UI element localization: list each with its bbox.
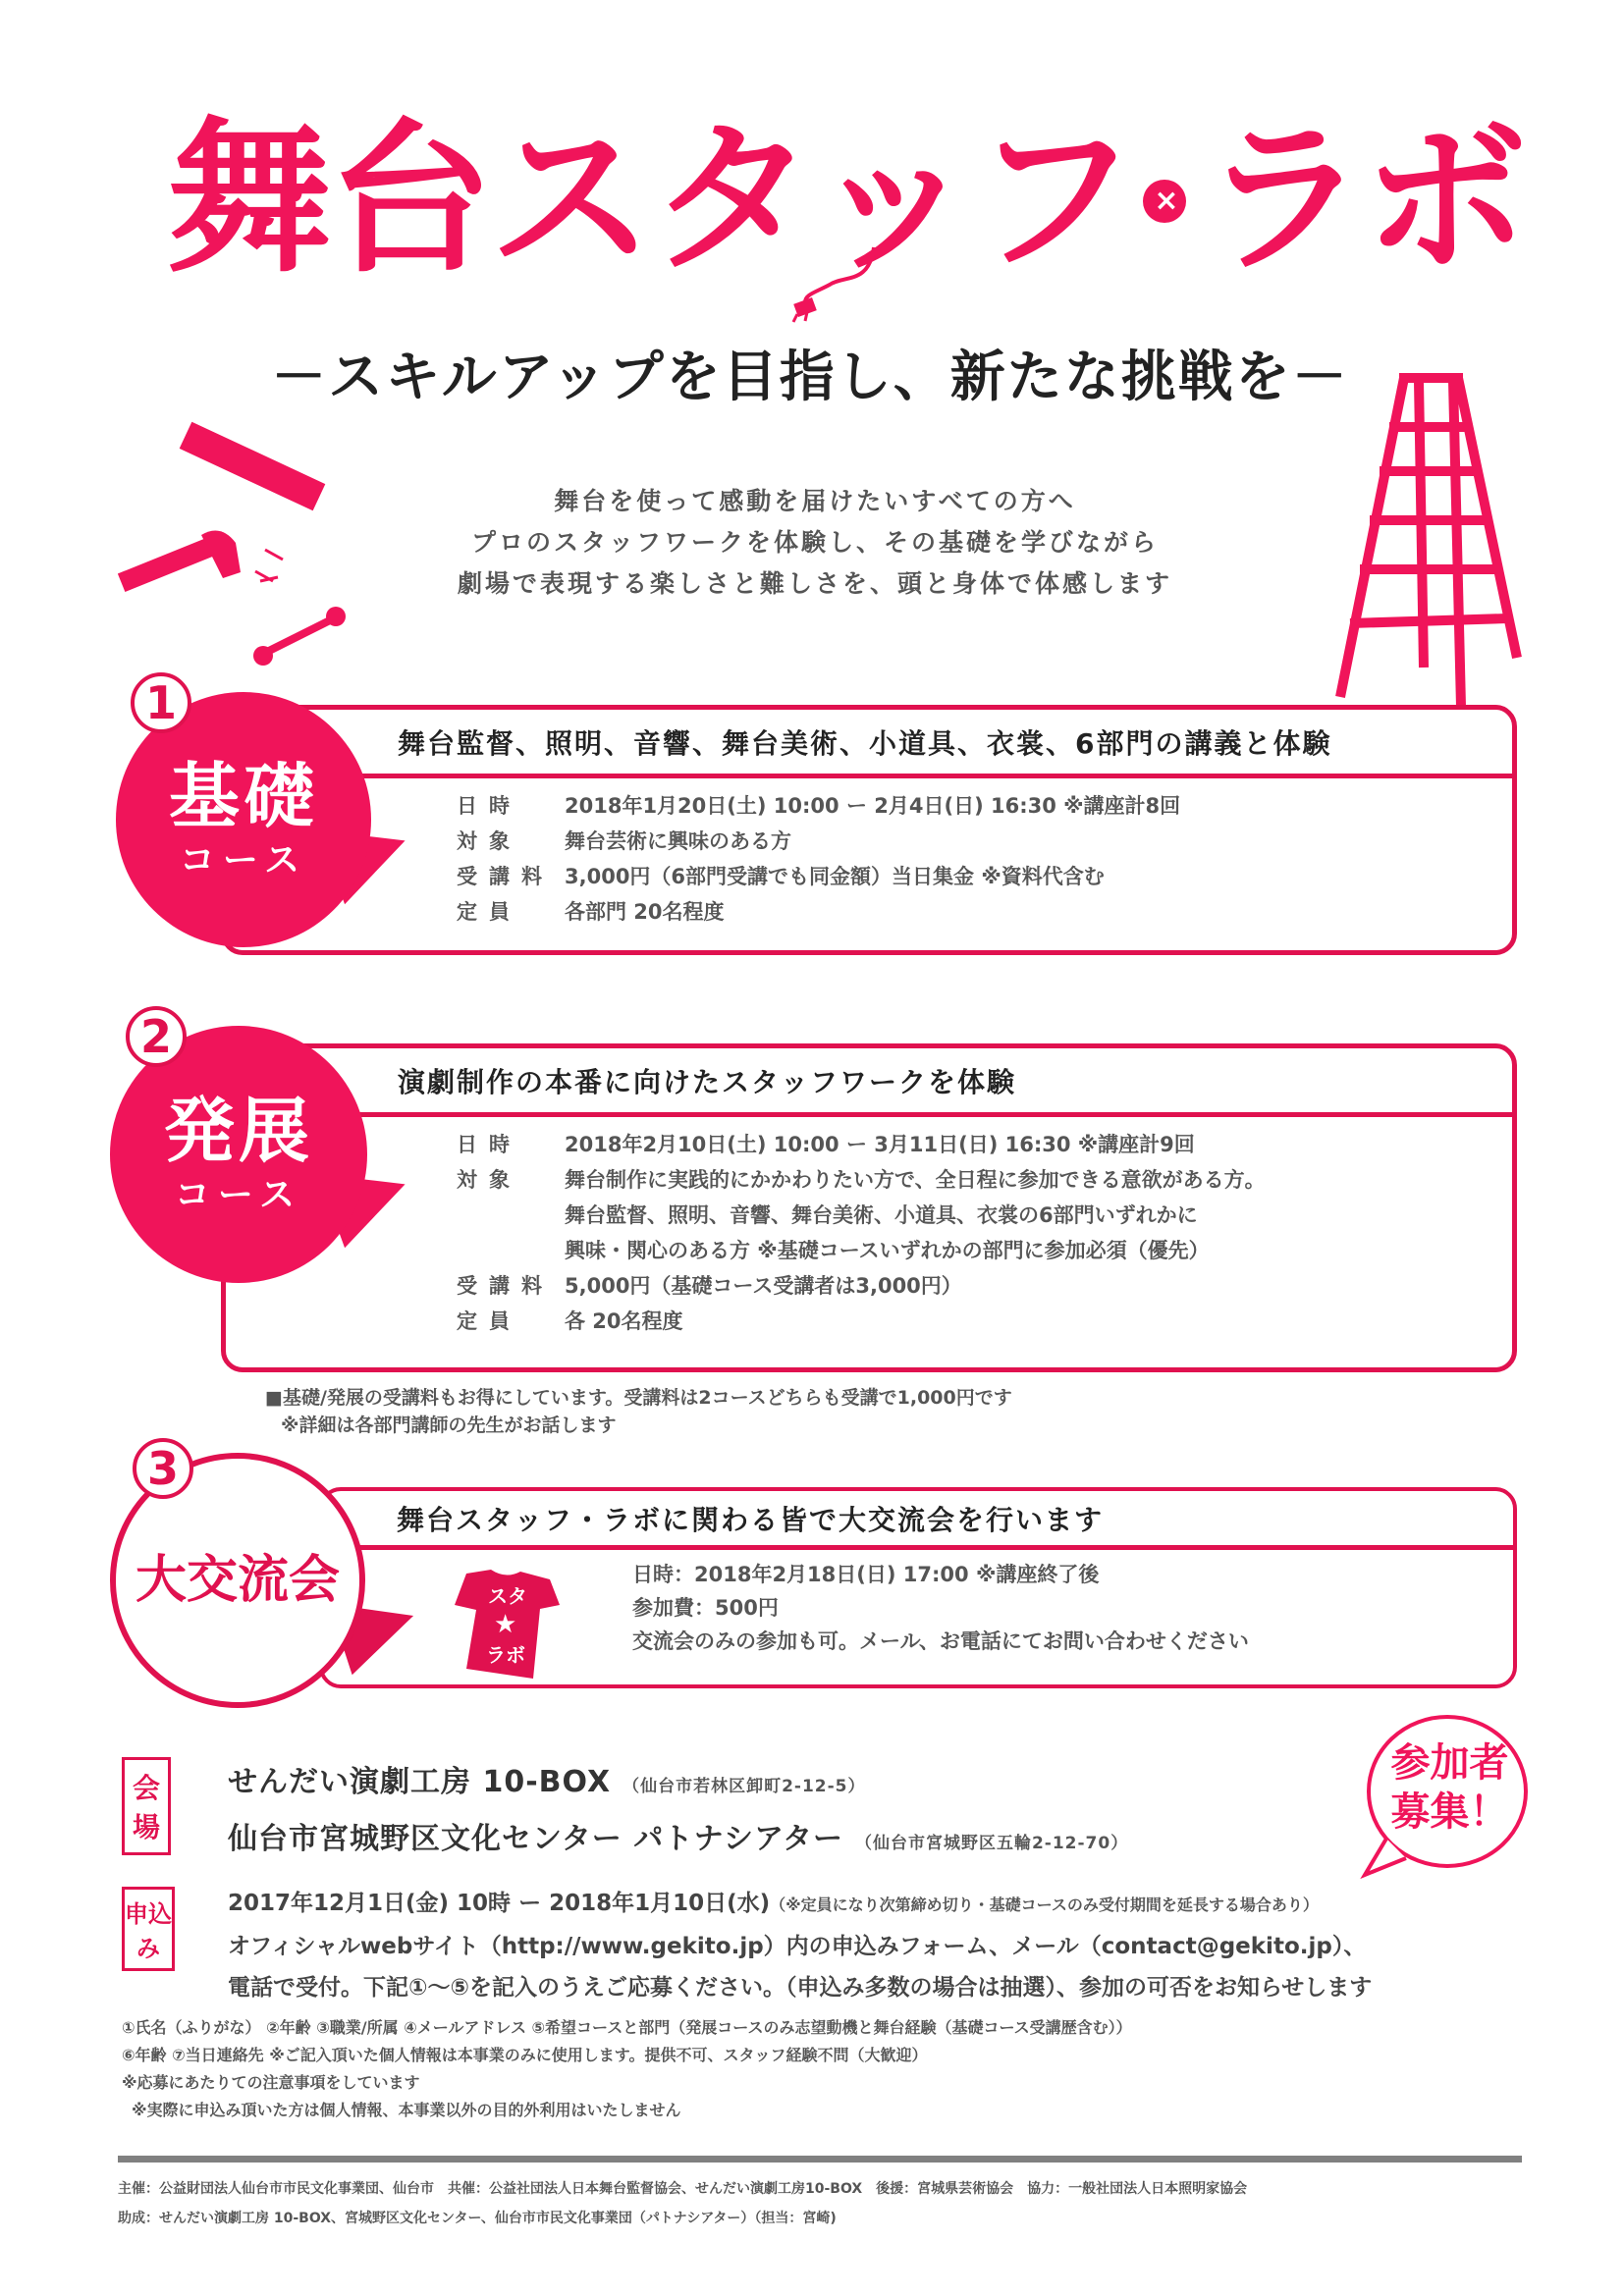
venue-item: せんだい演劇工房 10-BOX （仙台市若林区卸町2-12-5） — [228, 1765, 866, 1799]
course-headline: 舞台監督、照明、音響、舞台美術、小道具、衣裳、6部門の講義と体験 — [226, 710, 1512, 778]
footer-credits: 主催：公益財団法人仙台市市民文化事業団、仙台市 共催：公益社団法人日本舞台監督協会、せんだい演劇工房10-BOX 後援：宮城県芸術協会 協力：一般社団法人日本照明家協会 助成：せんだい演劇工房 10-BOX、宮城野区文化センター、仙台市市民文化事業団（パトナシアター）（担当：宮崎) — [118, 2181, 1248, 2226]
tools-illustration-icon — [118, 412, 373, 687]
title-dot-icon — [1143, 180, 1186, 223]
detail-row: 対象 舞台芸術に興味のある方 — [457, 829, 791, 853]
apply-method: 電話で受付。下記①〜⑤を記入のうえご応募ください。（申込み多数の場合は抽選）、参加の可否をお知らせします — [228, 1975, 1373, 2001]
course-headline: 演劇制作の本番に向けたスタッフワークを体験 — [226, 1048, 1512, 1117]
svg-text:★: ★ — [494, 1610, 517, 1639]
course-advanced-box — [221, 1043, 1517, 1372]
course-number-badge: 3 — [133, 1438, 193, 1499]
detail-row: 日時 2018年2月10日(土) 10:00 ー 3月11日(日) 16:30 ※講座計9回 — [457, 1133, 1195, 1156]
detail-row: 受講料 5,000円（基礎コース受講者は3,000円） — [457, 1274, 962, 1298]
course-details — [226, 1127, 1512, 1339]
course-suffix: コース — [179, 840, 308, 881]
svg-text:スタ: スタ — [488, 1584, 527, 1608]
intro-line: 劇場で表現する楽しさと難しさを、頭と身体で体感します — [457, 569, 1172, 598]
intro-line: プロのスタッフワークを体験し、その基礎を学びながら — [470, 528, 1159, 557]
apply-details — [228, 1883, 1372, 2008]
venue-item: 仙台市宮城野区文化センター パトナシアター （仙台市宮城野区五輪2-12-70） — [228, 1822, 1129, 1856]
stepladder-icon — [1326, 373, 1532, 717]
course-details — [226, 788, 1512, 930]
event-name: 大交流会 — [135, 1551, 340, 1610]
tshirt-icon — [447, 1566, 565, 1683]
venue-label: 会場 — [122, 1757, 171, 1855]
title-part1: 舞台スタッフ — [167, 103, 1133, 295]
intro-text — [373, 481, 1257, 605]
fee-note: ■基礎/発展の受講料もお得にしています。受講料は2コースどちらも受講で1,000円です ※詳細は各部門講師の先生がお話します — [265, 1387, 1012, 1436]
footer-divider — [118, 2156, 1522, 2163]
detail-row: 日時 ： 2018年2月18日(日) 17:00 ※講座終了後 — [632, 1563, 1100, 1586]
detail-row: 日時 2018年1月20日(土) 10:00 ー 2月4日(日) 16:30 ※講座計8回 — [457, 794, 1181, 818]
detail-row: 受講料 3,000円（6部門受講でも同金額）当日集金 ※資料代含む — [457, 865, 1105, 888]
power-plug-icon — [776, 245, 893, 324]
course-basic-box — [221, 705, 1517, 955]
venue-list — [228, 1757, 1128, 1857]
apply-fine-print: ①氏名（ふりがな） ②年齢 ③職業/所属 ④メールアドレス ⑤希望コースと部門（発展コースのみ志望動機と舞台経験（基礎コース受講歴含む）） ⑥年齢 ⑦当日連絡先 ※ご記入頂いた個人情報は本事業のみに使用します。提供不可、スタッフ経験不問（大歓迎） ※応募にあたりての注意事項をしています ※実際に申込み頂いた方は個人情報、本事業以外の目的外利用はいたしません — [122, 2018, 1132, 2119]
detail-row: 参加費 ： 500円 — [632, 1596, 779, 1620]
apply-period: 2017年12月1日(金) 10時 ー 2018年1月10日(水)（※定員になり次第締め切り・基礎コースのみ受付期間を延長する場合あり） — [228, 1891, 1319, 1916]
svg-text:ラボ: ラボ — [486, 1643, 525, 1667]
apply-label: 申込み — [122, 1887, 175, 1971]
detail-row: 定員 各 20名程度 — [457, 1309, 683, 1333]
subtitle: －スキルアップを目指し、新たな挑戦を－ — [271, 346, 1349, 409]
title-part2: ラボ — [1202, 103, 1524, 295]
course-suffix: コース — [174, 1175, 303, 1215]
course-number-badge: 2 — [126, 1006, 187, 1067]
intro-line: 舞台を使って感動を届けたいすべての方へ — [554, 487, 1076, 515]
course-headline: 舞台スタッフ・ラボに関わる皆で大交流会を行います — [323, 1491, 1513, 1550]
course-name: 基礎 — [168, 755, 318, 837]
course-number-badge: 1 — [131, 672, 191, 733]
detail-row: 交流会のみの参加も可。メール、お電話にてお問い合わせください — [632, 1629, 1249, 1653]
course-name: 発展 — [163, 1090, 313, 1172]
recruit-badge: 参加者 募集！ — [1390, 1740, 1509, 1835]
detail-row: 定員 各部門 20名程度 — [457, 900, 725, 924]
detail-row: 対象 舞台制作に実践的にかかわりたい方で、全日程に参加できる意欲がある方。 舞台監督、照明、音響、舞台美術、小道具、衣裳の6部門いずれかに 興味・関心のある方 ※基礎コースいずれかの部門に参加必須（優先） — [457, 1168, 1266, 1262]
apply-method: オフィシャルwebサイト（http://www.gekito.jp）内の申込みフォーム、メール（contact@gekito.jp）、 — [228, 1934, 1367, 1959]
